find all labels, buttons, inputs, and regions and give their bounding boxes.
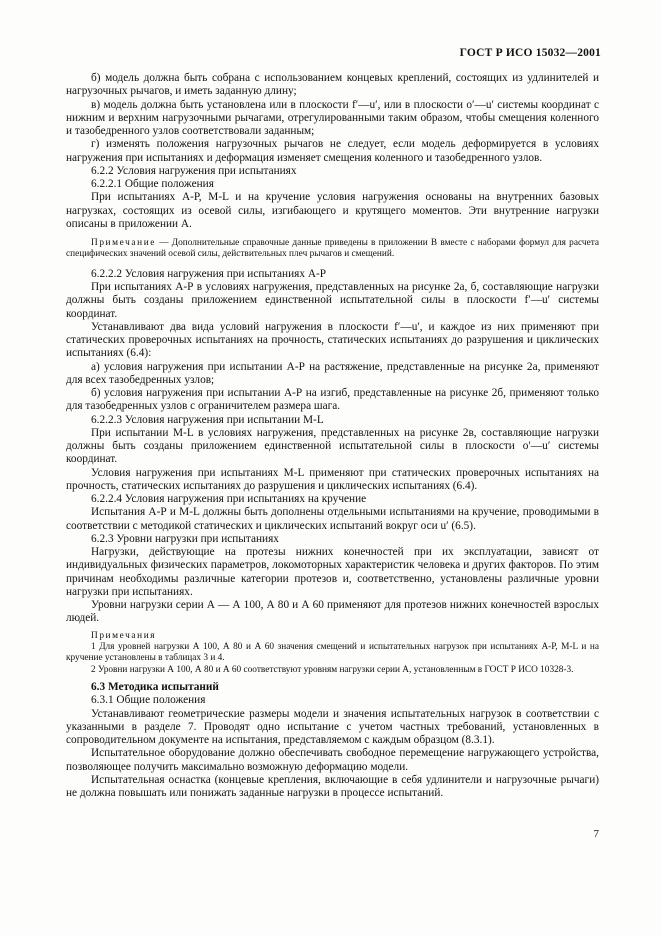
standard-header: ГОСТ Р ИСО 15032—2001 <box>459 47 601 59</box>
paragraph: При испытании М-L в условиях нагружения, представленных на рисунке 2в, составляющие нагрузки должны быть созданы приложением единственной испытательной силы в плоскости o′—u′ системы координат. <box>66 426 599 466</box>
paragraph: б) условия нагружения при испытании А-Р на изгиб, представленные на рисунке 2б, применяют только для тазобедренных узлов с ограничителем размера шага. <box>66 387 599 413</box>
section-heading: 6.2.2.3 Условия нагружения при испытании М-L <box>91 413 324 426</box>
paragraph: Устанавливают геометрические размеры модели и значения испытательных нагрузок в соответствии с указанными в разделе 7. Проводят одно испытание с учетом частных требований, установленных в сопроводительном документе на испытания, представляемом с каждым образцом (8.3.1). <box>66 707 599 747</box>
paragraph: б) модель должна быть собрана с использованием концевых креплений, состоящих из удлинителей и нагрузочных рычагов, и иметь заданную длину; <box>66 72 599 98</box>
section-heading: 6.3 Методика испытаний <box>91 681 219 694</box>
paragraph: При испытаниях А-Р, М-L и на кручение условия нагружения основаны на внутренних базовых нагрузках, состоящих из осевой силы, изгибающего и крутящего моментов. Эти внутренние нагрузки описаны в приложении А. <box>66 191 599 230</box>
section-heading: 6.2.2.4 Условия нагружения при испытаниях на кручение <box>91 493 367 506</box>
note: 1 Для уровней нагрузки А 100, А 80 и А 60 значения смещений и испытательных нагрузок при испытаниях А-Р, М-L и на кручение установлены в таблицах 3 и 4. <box>66 641 599 664</box>
notes-heading: Примечания <box>91 630 157 641</box>
note <box>66 238 599 261</box>
note-text: — Дополнительные справочные данные приведены в приложении В вместе с наборами формул для расчета специфических значений осевой силы, действительных плеч рычагов и смещений. <box>66 238 599 260</box>
section-heading: 6.2.3 Уровни нагрузки при испытаниях <box>91 532 279 545</box>
section-heading: 6.2.2.2 Условия нагружения при испытаниях А-Р <box>91 267 327 280</box>
section-heading: 6.3.1 Общие положения <box>91 694 206 707</box>
paragraph: При испытаниях А-Р в условиях нагружения, представленных на рисунке 2а, б, составляющие нагрузки должны быть созданы приложением единственной испытательной силы в плоскости f′—u′ системы координат. <box>66 281 599 320</box>
page-number: 7 <box>593 828 599 840</box>
note: 2 Уровни нагрузки А 100, А 80 и А 60 соответствуют уровням нагрузки серии А, установленным в ГОСТ Р ИСО 10328-3. <box>91 664 574 675</box>
section-heading: 6.2.2 Условия нагружения при испытаниях <box>91 164 297 177</box>
page-body <box>66 72 599 800</box>
paragraph: Испытательная оснастка (концевые крепления, включающие в себя удлинители и нагрузочные рычаги) не должна повышать или понижать заданные нагрузки в процессе испытаний. <box>66 773 599 800</box>
paragraph: Испытания А-Р и М-L должны быть дополнены отдельными испытаниями на кручение, проводимыми в соответствии с методикой статических и циклических испытаний вокруг оси u′ (6.5). <box>66 506 599 532</box>
section-heading: 6.2.2.1 Общие положения <box>91 178 214 190</box>
paragraph: Уровни нагрузки серии А — А 100, А 80 и А 60 применяют для протезов нижних конечностей взрослых людей. <box>66 599 599 625</box>
paragraph: а) условия нагружения при испытании А-Р на растяжение, представленные на рисунке 2а, применяют для всех тазобедренных узлов; <box>66 360 599 386</box>
paragraph: Условия нагружения при испытаниях М-L применяют при статических проверочных испытаниях на прочность, статических испытаниях до разрушения и циклических испытаниях (6.4). <box>66 466 599 492</box>
note-label: Примечание <box>91 238 156 248</box>
paragraph: в) модель должна быть установлена или в плоскости f′—u′, или в плоскости o′—u′ системы координат с нижним и верхним нагрузочными рычагами, отрегулированными таким образом, чтобы смещения коленного и тазобедренного узлов соответствовали заданным; <box>66 98 599 137</box>
paragraph: Испытательное оборудование должно обеспечивать свободное перемещение нагружающего устройства, позволяющее получить максимально возможную деформацию модели. <box>66 747 599 773</box>
paragraph: г) изменять положения нагрузочных рычагов не следует, если модель деформируется в условиях нагружения при испытаниях и деформация изменяет смещения коленного и тазобедренного узлов. <box>66 138 599 164</box>
paragraph: Нагрузки, действующие на протезы нижних конечностей при их эксплуатации, зависят от индивидуальных физических параметров, локомоторных характеристик человека и других факторов. По этим причинам необходимы различные категории протезов и, соответственно, установлены различные уровни нагрузки при испытаниях. <box>66 546 599 598</box>
paragraph: Устанавливают два вида условий нагружения в плоскости f′—u′, и каждое из них применяют при статических проверочных испытаниях на прочность, статических испытаниях до разрушения и циклических испытаниях (6.4): <box>66 320 599 360</box>
